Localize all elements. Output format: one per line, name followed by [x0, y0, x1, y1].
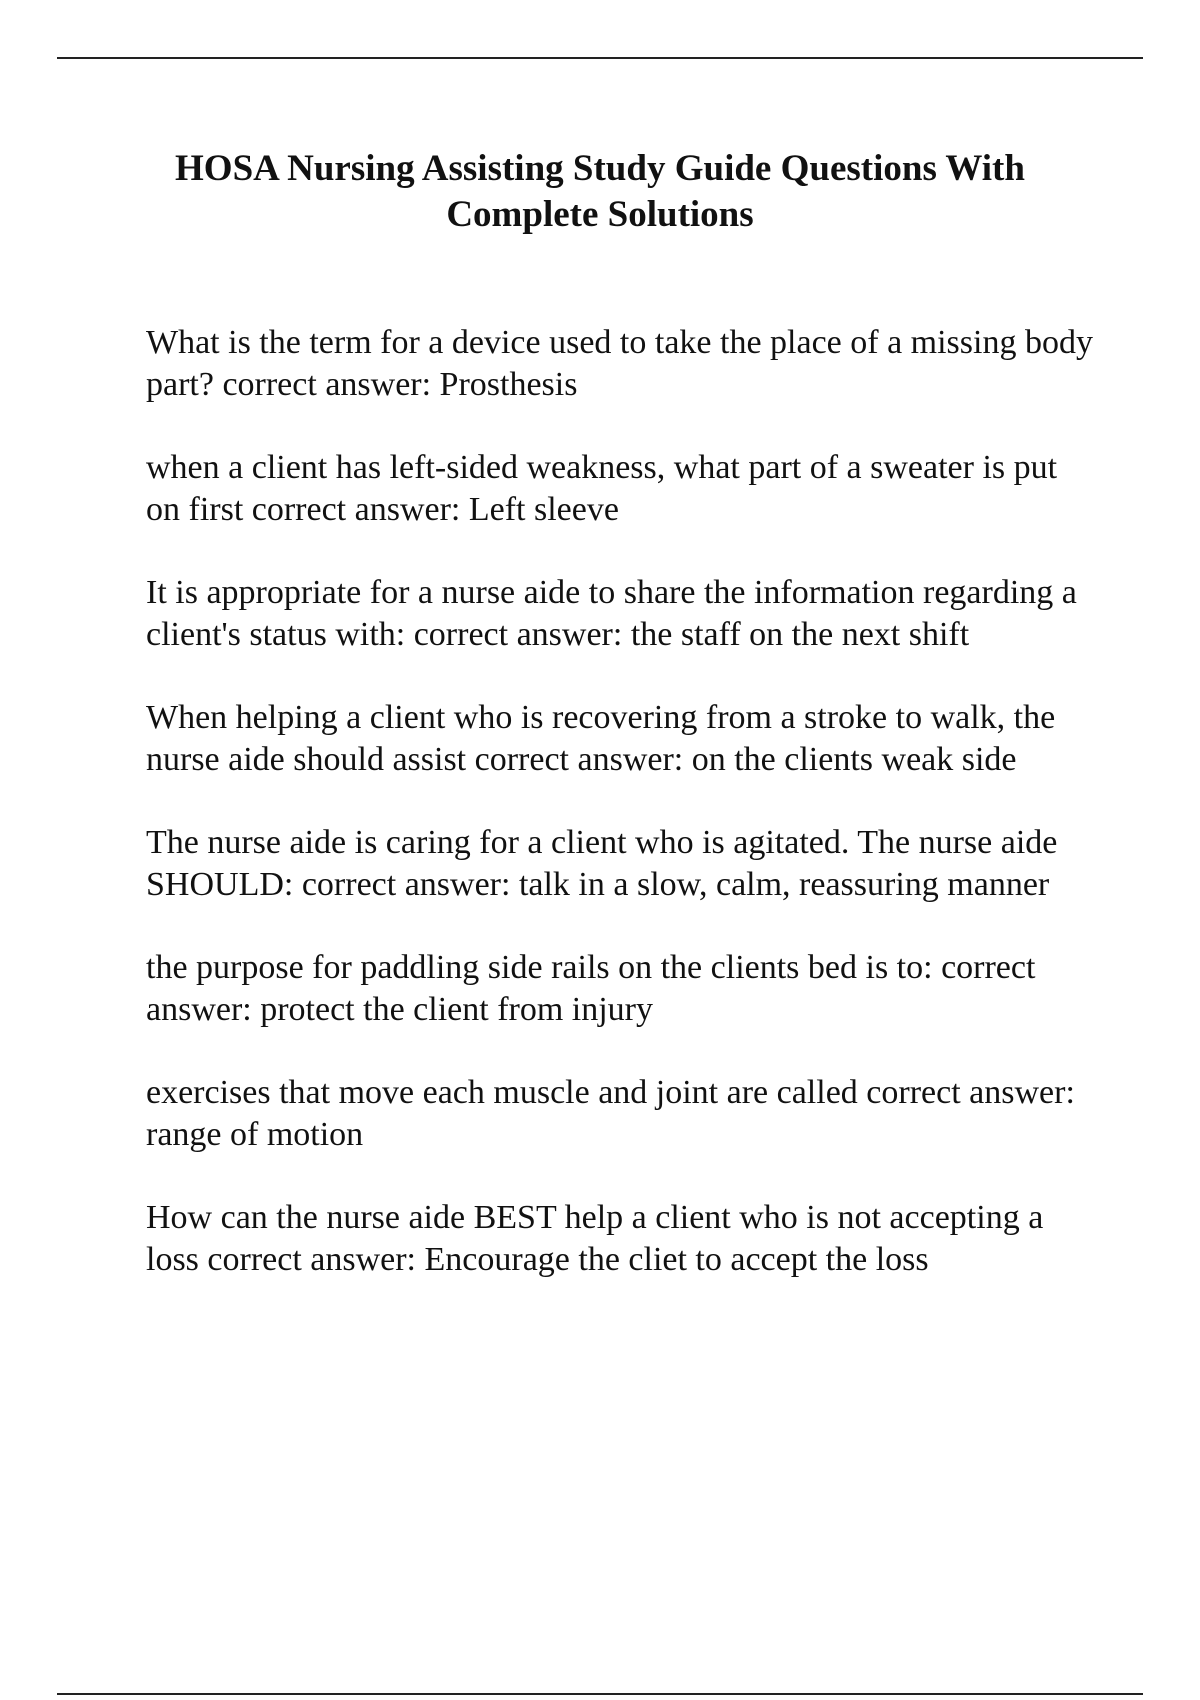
qa-item: What is the term for a device used to take the place of a missing body part? correct answer: Prosthesis — [146, 324, 1093, 403]
qa-item: How can the nurse aide BEST help a client who is not accepting a loss correct answer: Encourage the cliet to accept the loss — [146, 1199, 1044, 1278]
qa-item: the purpose for paddling side rails on the clients bed is to: correct answer: protect the client from injury — [146, 949, 1036, 1028]
qa-item: It is appropriate for a nurse aide to share the information regarding a client's status with: correct answer: the staff on the next shift — [146, 574, 1077, 653]
title-line-2: Complete Solutions — [446, 194, 754, 235]
question-list — [146, 322, 1096, 1322]
top-divider — [57, 57, 1143, 59]
qa-item: when a client has left-sided weakness, what part of a sweater is put on first correct answer: Left sleeve — [146, 449, 1058, 528]
document-title — [100, 146, 1100, 238]
bottom-divider — [57, 1693, 1143, 1695]
qa-item: The nurse aide is caring for a client who is agitated. The nurse aide SHOULD: correct answer: talk in a slow, calm, reassuring manner — [146, 824, 1058, 903]
title-line-1: HOSA Nursing Assisting Study Guide Questions With — [175, 148, 1025, 189]
qa-item: exercises that move each muscle and joint are called correct answer: range of motion — [146, 1074, 1075, 1153]
qa-item: When helping a client who is recovering from a stroke to walk, the nurse aide should assist correct answer: on the clients weak side — [146, 699, 1056, 778]
